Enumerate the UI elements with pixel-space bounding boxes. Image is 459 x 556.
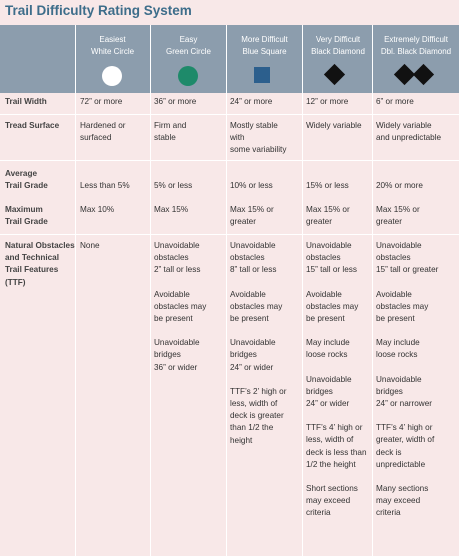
cell-line: TTF’s 4’ high or <box>376 423 433 433</box>
cell-line: obstacles <box>306 253 341 263</box>
table-cell: Less than 5% <box>80 181 130 190</box>
cell-line: be present <box>154 314 193 324</box>
cell-line: with <box>230 133 245 143</box>
cell-paragraph <box>306 483 367 520</box>
cell-line: Avoidable <box>376 289 412 299</box>
cell-line: obstacles <box>154 253 189 263</box>
cell-line: may exceed <box>376 496 421 506</box>
column-label: Green Circle <box>166 47 211 56</box>
cell-paragraph <box>154 337 206 374</box>
cell-line: be present <box>230 314 269 324</box>
cell-line: obstacles may <box>306 301 359 311</box>
cell-paragraph <box>306 289 367 326</box>
column-label: Dbl. Black Diamond <box>380 47 452 56</box>
cell-paragraph <box>306 337 367 361</box>
cell-line: Many sections <box>376 484 429 494</box>
cell-line: less, width of <box>230 399 278 409</box>
column-header-very-difficult <box>303 25 373 93</box>
cell-paragraph <box>230 240 286 277</box>
table-cell: 12” or more <box>306 97 349 106</box>
cell-line: Short sections <box>306 484 358 494</box>
column-label: Very Difficult <box>315 35 361 44</box>
column-header-extremely-difficult <box>373 25 459 93</box>
table-cell: 10% or less <box>230 181 273 190</box>
cell-line: Unavoidable <box>154 338 200 348</box>
table-cell: 15% or less <box>306 181 349 190</box>
cell-line: Avoidable <box>230 289 266 299</box>
row-label-line: Maximum <box>5 205 43 214</box>
cell-paragraph <box>376 337 438 361</box>
row-label-average-grade <box>5 168 48 192</box>
row-label-maximum-grade <box>5 204 48 228</box>
table-cell <box>80 120 126 144</box>
cell-line: may exceed <box>306 496 351 506</box>
table-cell <box>306 204 350 228</box>
cell-line: criteria <box>306 508 331 518</box>
cell-line: Unavoidable <box>376 374 422 384</box>
cell-line: Widely variable <box>376 121 432 130</box>
table-cell <box>306 120 362 132</box>
table-cell <box>230 120 286 157</box>
table-cell <box>80 204 114 216</box>
page-title: Trail Difficulty Rating System <box>5 3 192 18</box>
cell-line: Max 15% or <box>230 205 274 214</box>
cell-line: height <box>230 435 253 445</box>
cell-line: May include <box>376 338 420 348</box>
cell-line: greater <box>306 217 332 227</box>
table-cell <box>80 240 100 252</box>
cell-line: Max 15% <box>154 205 189 214</box>
cell-line: deck is <box>376 447 402 457</box>
column-divider <box>372 25 373 556</box>
cell-line: 24” or narrower <box>376 399 432 409</box>
column-label: Extremely Difficult <box>384 35 448 44</box>
cell-paragraph <box>306 422 367 471</box>
cell-line: bridges <box>376 386 403 396</box>
cell-paragraph <box>376 422 438 471</box>
cell-paragraph <box>306 374 367 411</box>
table-cell: 5% or less <box>154 181 193 190</box>
table-cell <box>230 204 274 228</box>
cell-paragraph <box>376 289 438 326</box>
cell-line: Unavoidable <box>230 241 276 250</box>
table-cell <box>376 240 438 520</box>
cell-line: loose rocks <box>376 350 418 360</box>
cell-line: bridges <box>230 350 257 360</box>
cell-line: loose rocks <box>306 350 348 360</box>
row-label-line: (TTF) <box>5 277 26 287</box>
cell-paragraph <box>230 386 286 447</box>
cell-line: be present <box>376 314 415 324</box>
cell-line: Hardened or <box>80 121 126 130</box>
cell-line: Max 15% or <box>376 205 420 214</box>
cell-line: obstacles may <box>230 301 283 311</box>
cell-line: bridges <box>306 386 333 396</box>
column-divider <box>150 25 151 556</box>
row-label-line: Trail Grade <box>5 217 48 227</box>
white-circle-icon <box>102 66 122 86</box>
blue-square-icon <box>254 67 270 83</box>
row-label-tread-surface: Tread Surface <box>5 121 60 130</box>
table-cell <box>154 240 206 386</box>
cell-line: deck is greater <box>230 411 284 421</box>
cell-line: obstacles may <box>376 301 429 311</box>
cell-line: 24” or wider <box>230 362 274 372</box>
cell-line: greater <box>230 217 256 227</box>
cell-line: Max 10% <box>80 205 115 214</box>
cell-line: some variability <box>230 145 287 155</box>
table-cell <box>154 204 188 216</box>
cell-line: Unavoidable <box>154 241 200 250</box>
column-label: More Difficult <box>241 35 288 44</box>
cell-line: May include <box>306 338 350 348</box>
row-divider <box>0 234 459 235</box>
row-label-line: Average <box>5 169 38 178</box>
cell-line: less, width of <box>306 435 354 445</box>
cell-paragraph <box>376 374 438 411</box>
cell-line: obstacles <box>376 253 411 263</box>
column-divider <box>75 25 76 556</box>
cell-line: 2” tall or less <box>154 265 201 275</box>
cell-paragraph <box>376 240 438 277</box>
cell-line: deck is less than <box>306 447 367 457</box>
table-cell: 20% or more <box>376 181 423 190</box>
green-circle-icon <box>178 66 198 86</box>
table-cell: 36” or more <box>154 97 197 106</box>
table-cell: 24” or more <box>230 97 273 106</box>
cell-line: Max 15% or <box>306 205 350 214</box>
table-cell <box>306 240 367 520</box>
cell-paragraph <box>306 240 367 277</box>
cell-line: Avoidable <box>154 289 190 299</box>
cell-line: 24” or wider <box>306 399 350 409</box>
row-label-trail-width: Trail Width <box>5 97 47 106</box>
row-label-line: and Technical <box>5 253 59 263</box>
cell-line: stable <box>154 133 176 143</box>
cell-line: Unavoidable <box>306 374 352 384</box>
cell-line: than 1/2 the <box>230 423 274 433</box>
row-label-line: Trail Features <box>5 265 59 275</box>
cell-line: 1/2 the height <box>306 459 356 469</box>
column-divider <box>302 25 303 556</box>
cell-line: bridges <box>154 350 181 360</box>
cell-line: Unavoidable <box>376 241 422 250</box>
table-cell <box>376 120 441 144</box>
cell-line: Avoidable <box>306 289 342 299</box>
table-cell: 72” or more <box>80 97 123 106</box>
column-label: Easiest <box>99 35 126 44</box>
cell-line: and unpredictable <box>376 133 442 143</box>
cell-paragraph <box>376 483 438 520</box>
table-header <box>0 25 459 93</box>
column-label: Blue Square <box>242 47 287 56</box>
cell-line: None <box>80 241 100 250</box>
cell-line: greater, width of <box>376 435 435 445</box>
cell-line: Unavoidable <box>230 338 276 348</box>
row-label-obstacles <box>5 240 75 289</box>
cell-line: criteria <box>376 508 401 518</box>
column-label: White Circle <box>90 47 135 56</box>
cell-line: Unavoidable <box>306 241 352 250</box>
cell-line: Widely variable <box>306 121 362 130</box>
cell-line: TTF’s 2’ high or <box>230 386 287 396</box>
column-divider <box>226 25 227 556</box>
row-label-line: Trail Grade <box>5 181 48 191</box>
column-label: Black Diamond <box>311 47 365 56</box>
cell-line: 8” tall or less <box>230 265 277 275</box>
cell-line: unpredictable <box>376 459 426 469</box>
cell-line: obstacles <box>230 253 265 263</box>
cell-paragraph <box>230 289 286 326</box>
row-label-line: Natural Obstacles <box>5 241 75 250</box>
table-cell <box>230 240 286 459</box>
column-label: Easy <box>179 35 198 44</box>
cell-line: obstacles may <box>154 301 207 311</box>
cell-paragraph <box>154 240 206 277</box>
cell-line: Firm and <box>154 121 187 130</box>
cell-line: TTF’s 4’ high or <box>306 423 363 433</box>
row-divider <box>0 160 459 161</box>
table-cell <box>154 120 186 144</box>
cell-line: be present <box>306 314 345 324</box>
row-divider <box>0 114 459 115</box>
cell-line: greater <box>376 217 402 227</box>
cell-line: surfaced <box>80 133 112 143</box>
cell-paragraph <box>154 289 206 326</box>
cell-line: 15” tall or greater <box>376 265 439 275</box>
table-cell <box>376 204 420 228</box>
cell-line: 15” tall or less <box>306 265 357 275</box>
table-cell: 6” or more <box>376 97 414 106</box>
cell-line: 36” or wider <box>154 362 198 372</box>
cell-paragraph <box>230 337 286 374</box>
cell-line: Mostly stable <box>230 121 278 130</box>
